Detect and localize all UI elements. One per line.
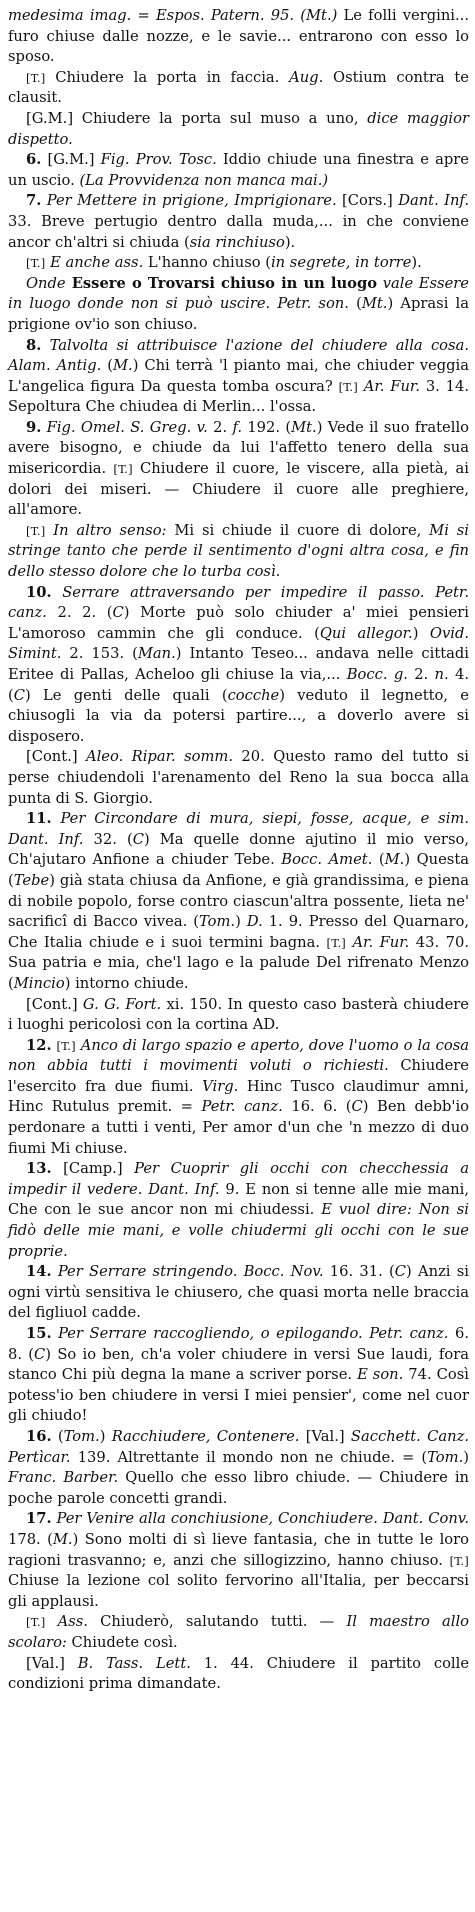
text-run: M. <box>52 1530 73 1548</box>
text-run: 3. 14. Sepoltura Che chiudea di Merlin... l'ossa. <box>8 377 469 416</box>
text-run: Per Circondare di mura, siepi, fosse, acque, e sim. Dant. Inf. <box>8 810 469 848</box>
text-run: Per Serrare raccogliendo, o epilogando. Petr. canz. <box>51 1325 449 1342</box>
text-run: Mi si stringe tanto che perde il sentimento d'ogni altra cosa, e fin dello stesso dolore che lo turba così. <box>8 521 469 581</box>
text-run: C <box>112 604 124 622</box>
text-run: ) intorno chiude. <box>64 974 189 992</box>
text-run: xi. 150. In questo caso basterà chiudere i luoghi pericolosi con la cortina AD. <box>8 995 469 1034</box>
text-run: medesima imag. = Espos. Patern. 95. (Mt.) <box>8 7 338 24</box>
text-run: ) Intanto Teseo... andava nelle cittadi Eritee di Pallas, Acheloo gli chiuse la via,... <box>8 645 469 683</box>
text-run: vale Essere in luogo donde non si può uscire. Petr. son. <box>8 274 469 313</box>
text-run: [Cors.] <box>336 192 399 210</box>
text-run: [T.] <box>56 1038 76 1053</box>
text-run: Tom. <box>198 913 236 931</box>
text-run: ) <box>235 913 247 931</box>
text-run: ) Questa ( <box>8 851 469 889</box>
text-run: [T.] <box>113 462 133 477</box>
text-run: Tom. <box>427 1448 464 1466</box>
text-run: ) Aprasi la prigione ov'io son chiuso. <box>8 295 470 333</box>
text-run: Bocc. Amet. <box>281 851 373 869</box>
text-run: Chiudere la porta in faccia. <box>45 68 290 86</box>
text-run: 178. ( <box>8 1530 53 1548</box>
text-run: 2. 2. ( <box>46 604 113 622</box>
entry-paragraph <box>8 1324 469 1427</box>
text-run: Mt. <box>291 418 317 436</box>
text-run: 7. <box>26 192 42 210</box>
text-run: Serrare attraversando per impedire il passo. Petr. canz. <box>8 583 469 622</box>
text-run: Le folli vergini... furo chiuse dalle nozze, e le savie... entrarono con esso lo sposo. <box>8 7 469 66</box>
text-run: 32. ( <box>83 830 133 848</box>
text-run: 2. <box>207 418 233 436</box>
text-run: ) Chi terrà 'l pianto mai, che chiuder veggia L'angelica figura Da questa tomba oscura? <box>8 357 470 395</box>
text-run: B. Tass. Lett. <box>77 1654 191 1672</box>
entry-paragraph <box>8 6 469 68</box>
text-run: 8. <box>26 336 42 354</box>
text-run: 16. 6. ( <box>282 1098 352 1116</box>
text-run: Iddio chiude una finestra e apre un uscio. <box>8 151 469 189</box>
text-run: In altro senso: <box>45 521 167 539</box>
text-run: Per Venire alla conchiusione, Conchiudere. Dant. Conv. <box>51 1510 469 1528</box>
entry-paragraph <box>8 68 469 109</box>
text-run: [Cont.] <box>26 995 83 1013</box>
text-run: ) <box>463 1448 469 1466</box>
text-run: Racchiudere, Contenere. <box>111 1427 300 1445</box>
text-run: ( <box>348 295 362 313</box>
text-run: C <box>394 1263 407 1281</box>
entry-paragraph <box>8 1509 469 1612</box>
text-run: [T.] <box>26 256 46 271</box>
text-run: [Camp.] <box>51 1160 135 1178</box>
text-run: Chiudere l'esercito fra due fiumi. <box>8 1057 469 1095</box>
text-run: D. <box>246 913 263 931</box>
text-run: Bocc. g. <box>346 666 408 683</box>
text-run: Franc. Barber. <box>8 1469 119 1487</box>
text-run: 12. <box>26 1036 52 1054</box>
text-run: Qui allegor. <box>319 624 413 642</box>
entry-paragraph <box>8 336 469 418</box>
text-run: ) Vede il suo fratello avere bisogno, e chiude da lui l'affetto tenero della sua misericordia. <box>8 418 469 478</box>
text-run: M. <box>112 357 133 375</box>
text-run: E son. <box>357 1366 404 1384</box>
text-run: Petr. canz. <box>201 1098 283 1116</box>
text-run: ) So io ben, ch'a voler chiudere in versi Sue laudi, fora stanco Chi più degna la mane a scriver porse. <box>8 1345 469 1384</box>
text-run: 33. Breve pertugio dentro dalla muda,... in che conviene ancor ch'altri si chiuda ( <box>8 212 469 251</box>
text-run: 192. ( <box>242 418 292 436</box>
text-run: ) Anzi si ogni virtù sensitiva le chiusero, che quasi morta nelle braccia del figliuol cadde. <box>8 1263 469 1322</box>
text-run: 10. <box>26 583 52 601</box>
entry-paragraph <box>8 1036 469 1160</box>
text-run: ( <box>101 357 113 375</box>
entry-paragraph <box>8 150 469 191</box>
text-run: ) Sono molti di sì lieve fantasia, che in tutte le loro ragioni trasvanno; e, anzi che sillogizzino, hanno chiuso. <box>8 1530 469 1569</box>
text-run: Anco di largo spazio e aperto, dove l'uomo o la cosa non abbia tutti i movimenti voluti o richiesti. <box>8 1036 469 1075</box>
text-run: [T.] <box>26 70 46 85</box>
text-run: Hinc Tusco claudimur amni, Hinc Rutulus premit. = <box>8 1077 469 1116</box>
text-run: ) Ben debb'io perdonare a tutti i venti, Per amor d'un che 'n mezzo di duo fiumi Mi chiuse. <box>8 1098 470 1157</box>
text-run: ). <box>411 254 422 272</box>
entry-paragraph <box>8 1612 469 1653</box>
text-run: Per Cuoprir gli occhi con checchessia a impedir il vedere. Dant. Inf. <box>8 1160 470 1198</box>
text-run: ) Le genti delle quali ( <box>24 686 228 704</box>
text-run: (La Provvidenza non manca mai.) <box>79 171 329 189</box>
text-run: [T.] <box>449 1553 469 1568</box>
text-run: in segrete, in torre <box>270 254 412 272</box>
text-run: L'hanno chiuso ( <box>143 254 271 272</box>
text-run: M. <box>384 851 405 869</box>
text-run: 16. <box>26 1427 52 1445</box>
text-run: Ar. Fur. <box>363 377 421 395</box>
text-run: Ass. <box>45 1613 88 1631</box>
text-run: Mt. <box>361 295 388 313</box>
text-run: [Cont.] <box>26 748 86 766</box>
text-run: ( <box>51 1427 64 1445</box>
text-run: Fig. Omel. S. Greg. v. <box>41 418 208 436</box>
entry-paragraph <box>8 191 469 253</box>
text-run: Fig. Prov. Tosc. <box>100 151 217 169</box>
entry-paragraph <box>8 747 469 809</box>
text-run: 14. <box>26 1263 52 1281</box>
text-run: dice maggior dispetto. <box>8 109 469 148</box>
text-run: Virg. <box>202 1077 239 1095</box>
text-run: ) Morte può solo chiuder a' miei pensieri L'amoroso cammin che gli conduce. ( <box>8 604 469 642</box>
text-run: 15. <box>26 1325 52 1342</box>
text-run: ) Ma quelle donne ajutino il mio verso, Ch'ajutaro Anfione a chiuder Tebe. <box>8 830 469 869</box>
text-run: 2. <box>407 666 435 683</box>
text-run: cocche <box>227 686 280 704</box>
text-run: Tom. <box>63 1427 100 1445</box>
text-run: [G.M.] <box>41 151 101 169</box>
text-run: 11. <box>26 810 52 828</box>
text-run: Sacchett. Canz. Pertìcar. <box>8 1427 469 1466</box>
text-run: 9. E non si tenne alle mie mani, Che con le sue ancor non mi chiudessi. <box>8 1180 469 1219</box>
text-run: ) già stata chiusa da Anfione, e già grandissima, e piena di nobile popolo, forse contro ciascun'altra possente, lieta ne' sacrificî di Bacco vivea. ( <box>8 871 469 931</box>
text-run: E anche ass. <box>45 254 144 272</box>
text-run: C <box>34 1345 46 1363</box>
text-run: [Val.] <box>299 1427 351 1445</box>
text-run: 139. Altrettante il mondo non ne chiude. = ( <box>70 1448 428 1466</box>
entry-paragraph <box>8 809 469 994</box>
text-run: ). <box>284 233 296 251</box>
text-run: Mi si chiude il cuore di dolore, <box>166 521 430 539</box>
text-run: Dant. Inf. <box>398 192 469 210</box>
text-run: [G.M.] <box>26 109 74 127</box>
text-run: Il maestro allo scolaro: <box>8 1613 469 1651</box>
text-run: 13. <box>26 1160 52 1178</box>
text-run: ) veduto il legnetto, e chiusogli la via da potersi partire..., a doverlo avere si disposero. <box>8 686 469 745</box>
text-run: Aleo. Ripar. somm. <box>86 748 233 766</box>
text-run: 1. 9. Presso del Quarnaro, Che Italia chiude e i suoi termini bagna. <box>8 913 470 951</box>
text-run: [T.] <box>338 379 358 394</box>
text-run: Ovid. Simint. <box>8 624 470 663</box>
text-run: Mincio <box>13 974 65 992</box>
entry-paragraph <box>8 1654 469 1695</box>
text-run: Aug. <box>289 68 324 86</box>
entry-paragraph <box>8 418 469 521</box>
text-run: 43. 70. Sua patria e mia, che'l lago e la palude Del rifrenato Menzo ( <box>8 933 469 992</box>
text-run: Quello che esso libro chiude. — Chiudere in poche parole concetti grandi. <box>8 1469 469 1507</box>
entry-paragraph <box>8 109 469 150</box>
text-run: Chiudere la porta sul muso a uno, <box>73 109 368 127</box>
text-run: sia rinchiuso <box>189 233 285 251</box>
text-run: Man. <box>137 645 176 663</box>
text-run: Talvolta si attribuisce l'azione del chiudere alla cosa. Alam. Antig. <box>8 336 469 375</box>
text-run: 1. 44. Chiudere il partito colle condizioni prima dimandate. <box>8 1654 470 1693</box>
text-run: 2. 153. ( <box>61 645 138 663</box>
entry-paragraph <box>8 583 469 748</box>
text-run: Onde <box>26 274 66 292</box>
text-run: G. G. Fort. <box>82 995 162 1013</box>
text-run: Chiudete così. <box>66 1633 178 1651</box>
text-run: Chiudere il cuore, le viscere, alla pietà, ai dolori dei miseri. — Chiudere il cuore alle preghiere, all'amore. <box>8 460 469 519</box>
text-run: Per Serrare stringendo. Bocc. Nov. <box>51 1263 324 1281</box>
entry-paragraph <box>8 1262 469 1324</box>
text-run: Essere o Trovarsi chiuso in un luogo <box>65 274 378 292</box>
text-run: [T.] <box>26 523 46 538</box>
text-run: 9. <box>26 418 42 436</box>
text-run: [Val.] <box>26 1654 78 1672</box>
text-run: [T.] <box>326 935 346 950</box>
entry-paragraph <box>8 1159 469 1262</box>
text-run: Tebe <box>13 871 50 889</box>
text-run: 4. ( <box>8 666 469 704</box>
text-run: Ostium contra te clausit. <box>8 68 469 107</box>
text-run: 20. Questo ramo del tutto si perse chiudendoli l'arenamento del Reno la sua bocca alla punta di S. Giorgio. <box>8 748 469 807</box>
text-run: 6. <box>26 151 42 169</box>
text-run: Ar. Fur. <box>352 933 410 951</box>
text-run: ( <box>372 851 385 869</box>
text-run: n. <box>434 666 449 683</box>
text-run: f. <box>232 418 243 436</box>
text-run: Chiuse la lezione col solito fervorino all'Italia, per beccarsi gli applausi. <box>8 1572 469 1610</box>
entry-paragraph <box>8 274 469 336</box>
text-run: 17. <box>26 1510 52 1528</box>
text-run: Chiuderò, salutando tutti. — <box>87 1613 347 1631</box>
text-run: [T.] <box>26 1615 46 1630</box>
text-run: Per Mettere in prigione, Imprigionare. <box>41 192 337 210</box>
text-run: ) <box>99 1427 112 1445</box>
entry-paragraph <box>8 521 469 583</box>
text-run: 6. 8. ( <box>8 1325 469 1363</box>
text-run: C <box>13 686 25 704</box>
text-run: C <box>132 830 144 848</box>
text-run: E vuol dire: Non si fidò delle mie mani, e volle chiudermi gli occhi con le sue proprie. <box>8 1201 470 1260</box>
entry-paragraph <box>8 253 469 274</box>
text-run: ) <box>412 624 430 642</box>
text-run: 16. 31. ( <box>323 1263 395 1281</box>
entry-paragraph <box>8 1427 469 1509</box>
text-run: C <box>351 1098 363 1116</box>
entry-paragraph <box>8 995 469 1036</box>
text-run: 74. Così potess'io ben chiudere in versi I miei pensier', come nel cuor gli chiudo! <box>8 1366 469 1425</box>
